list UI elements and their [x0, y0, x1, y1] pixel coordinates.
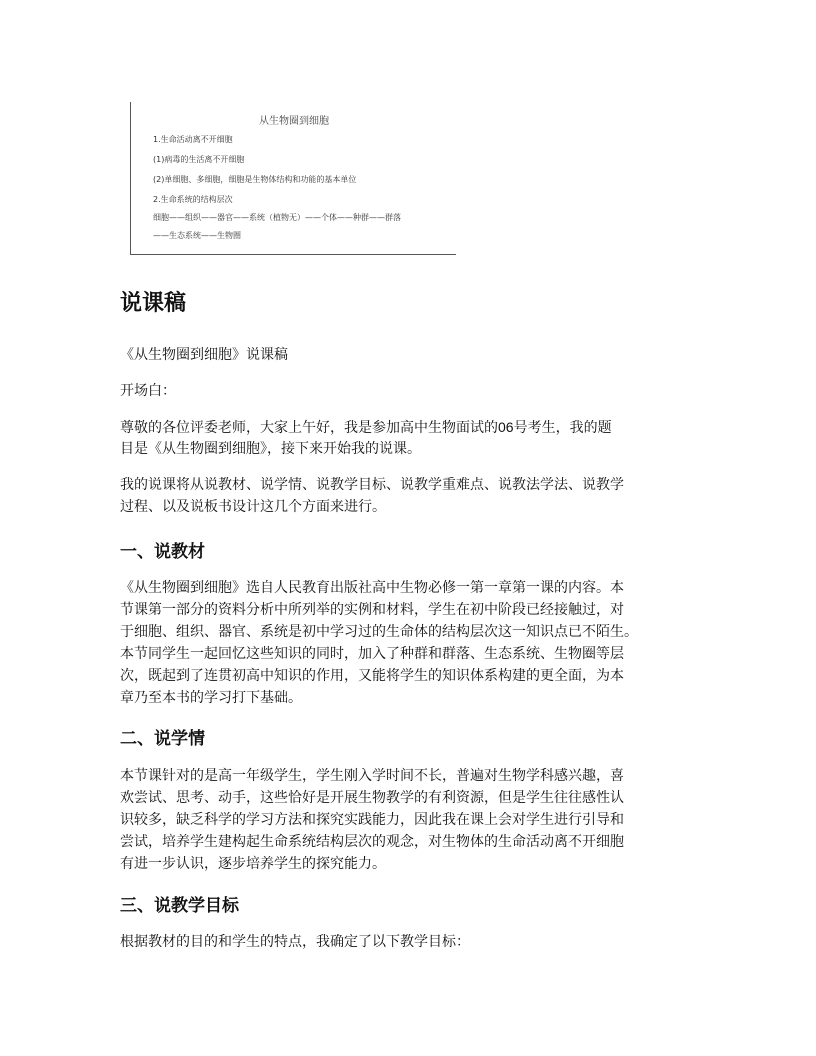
- body-line: 尝试，培养学生建构起生命系统结构层次的观念，对生物体的生命活动离不开细胞: [120, 834, 624, 850]
- body-line: 《从生物圈到细胞》选自人民教育出版社高中生物必修一第一章第一课的内容。本: [120, 580, 624, 596]
- candidate-number: 06: [498, 419, 514, 435]
- board-line: 1.生命活动离不开细胞: [153, 135, 233, 144]
- body-line: 根据教材的目的和学生的特点，我确定了以下教学目标：: [120, 934, 470, 950]
- board-design-image: [130, 102, 456, 255]
- body-line: 本节同学生一起回忆这些知识的同时，加入了种群和群落、生态系统、生物圈等层: [120, 646, 624, 662]
- opening-label: 开场白：: [120, 383, 176, 399]
- board-line: (2)单细胞、多细胞，细胞是生物体结构和功能的基本单位: [153, 175, 357, 184]
- outline-paragraph: 过程、以及说板书设计这几个方面来进行。: [120, 499, 386, 515]
- body-line: 节课第一部分的资料分析中所列举的实例和材料，学生在初中阶段已经接触过，对: [120, 602, 624, 618]
- board-line: (1)病毒的生活离不开细胞: [153, 155, 245, 164]
- outline-paragraph: 我的说课将从说教材、说学情、说教学目标、说教学重难点、说教法学法、说教学: [120, 477, 624, 493]
- intro-text: 尊敬的各位评委老师，大家上午好，我是参加高中生物面试的: [120, 420, 498, 436]
- board-line: ——生态系统——生物圈: [153, 231, 241, 240]
- body-line: 有进一步认识，逐步培养学生的探究能力。: [120, 856, 386, 872]
- body-line: 欢尝试、思考、动手，这些恰好是开展生物教学的有利资源，但是学生往往感性认: [120, 790, 624, 806]
- subtitle: 《从生物圈到细胞》说课稿: [120, 347, 288, 363]
- intro-paragraph: 目是《从生物圈到细胞》，接下来开始我的说课。: [120, 441, 421, 457]
- intro-paragraph: [120, 416, 710, 439]
- body-line: 本节课针对的是高一年级学生，学生刚入学时间不长，普遍对生物学科感兴趣，喜: [120, 768, 624, 784]
- board-title: 从生物圈到细胞: [259, 116, 329, 127]
- section-heading: 三、说教学目标: [120, 896, 239, 916]
- page-title: 说课稿: [120, 291, 187, 316]
- body-line: 识较多，缺乏科学的学习方法和探究实践能力，因此我在课上会对学生进行引导和: [120, 812, 624, 828]
- section-heading: 一、说教材: [120, 542, 205, 562]
- body-line: 于细胞、组织、器官、系统是初中学习过的生命体的结构层次这一知识点已不陌生。: [120, 624, 638, 640]
- board-line: 细胞——组织——器官——系统（植物无）——个体——种群——群落: [153, 213, 401, 222]
- body-line: 章乃至本书的学习打下基础。: [120, 690, 302, 706]
- board-line: 2.生命系统的结构层次: [153, 195, 233, 204]
- section-heading: 二、说学情: [120, 729, 205, 749]
- body-line: 次，既起到了连贯初高中知识的作用，又能将学生的知识体系构建的更全面，为本: [120, 668, 624, 684]
- intro-text: 号考生，我的题: [513, 420, 612, 436]
